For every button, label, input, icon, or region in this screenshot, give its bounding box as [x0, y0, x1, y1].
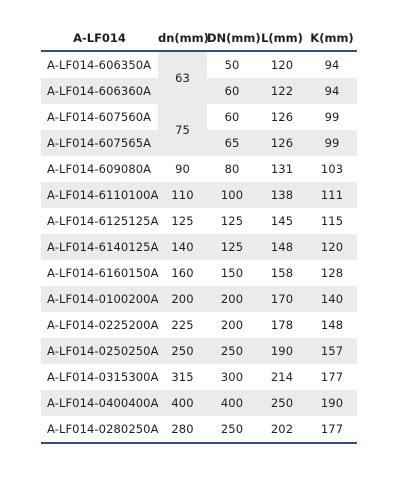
cell-dn: 225: [171, 318, 194, 332]
cell-dn-merged: 63: [158, 51, 207, 104]
table-row: [41, 338, 357, 364]
cell-DN: 125: [207, 234, 257, 260]
cell-model: A-LF014-6160150A: [47, 266, 159, 280]
header-model: A-LF014: [41, 26, 158, 51]
cell-DN: 65: [207, 130, 257, 156]
table-row: [41, 51, 357, 78]
table-row: [41, 182, 357, 208]
cell-dn: 160: [171, 266, 194, 280]
header-row: [41, 26, 357, 51]
cell-DN: 250: [207, 416, 257, 443]
cell-L: 214: [270, 370, 294, 384]
cell-L: 250: [257, 390, 307, 416]
cell-L: 145: [270, 214, 294, 228]
cell-K: 128: [320, 266, 344, 280]
cell-DN: 80: [224, 162, 240, 176]
table-row: [41, 156, 357, 182]
cell-K: 140: [307, 286, 357, 312]
cell-dn: 110: [158, 182, 207, 208]
cell-L: 190: [257, 338, 307, 364]
cell-DN: 300: [220, 370, 244, 384]
cell-K: 190: [307, 390, 357, 416]
cell-model: A-LF014-6110100A: [41, 182, 158, 208]
cell-model: A-LF014-607565A: [41, 130, 158, 156]
cell-K: 99: [324, 110, 340, 124]
cell-DN: 250: [207, 338, 257, 364]
table-row: [41, 416, 357, 443]
dimension-table: [41, 26, 357, 444]
cell-K: 157: [307, 338, 357, 364]
cell-dn: 315: [171, 370, 194, 384]
cell-L: 120: [270, 58, 294, 72]
table-row: [41, 286, 357, 312]
header-K: K(mm): [307, 26, 357, 51]
cell-dn-merged: 75: [158, 104, 207, 156]
header-L: L(mm): [257, 26, 307, 51]
cell-K: 111: [307, 182, 357, 208]
table-row: [41, 208, 357, 234]
cell-dn: 200: [158, 286, 207, 312]
cell-dn: 140: [158, 234, 207, 260]
cell-K: 99: [307, 130, 357, 156]
cell-L: 126: [257, 130, 307, 156]
cell-model: A-LF014-0400400A: [41, 390, 158, 416]
cell-dn: 125: [171, 214, 194, 228]
cell-L: 122: [257, 78, 307, 104]
cell-K: 177: [320, 370, 344, 384]
cell-K: 148: [320, 318, 344, 332]
cell-DN: 50: [224, 58, 240, 72]
cell-DN: 60: [207, 78, 257, 104]
table-row: [41, 260, 357, 286]
spec-sheet: [41, 26, 357, 444]
cell-K: 120: [307, 234, 357, 260]
cell-K: 177: [307, 416, 357, 443]
cell-model: A-LF014-0280250A: [41, 416, 158, 443]
cell-model: A-LF014-0250250A: [41, 338, 158, 364]
cell-DN: 125: [220, 214, 244, 228]
cell-K: 94: [307, 78, 357, 104]
cell-L: 148: [257, 234, 307, 260]
table-row: [41, 390, 357, 416]
cell-model: A-LF014-0225200A: [47, 318, 159, 332]
cell-model: A-LF014-0315300A: [47, 370, 159, 384]
cell-model: A-LF014-609080A: [47, 162, 152, 176]
cell-model: A-LF014-607560A: [47, 110, 152, 124]
cell-L: 131: [270, 162, 294, 176]
cell-model: A-LF014-606360A: [41, 78, 158, 104]
cell-DN: 100: [207, 182, 257, 208]
table-row: [41, 364, 357, 390]
cell-K: 103: [320, 162, 344, 176]
cell-DN: 150: [220, 266, 244, 280]
table-row: [41, 104, 357, 130]
cell-model: A-LF014-0100200A: [41, 286, 158, 312]
cell-K: 94: [324, 58, 340, 72]
cell-dn: 250: [158, 338, 207, 364]
cell-L: 170: [257, 286, 307, 312]
cell-L: 138: [257, 182, 307, 208]
cell-model: A-LF014-6140125A: [41, 234, 158, 260]
table-row: [41, 312, 357, 338]
cell-L: 158: [270, 266, 294, 280]
cell-K: 115: [320, 214, 344, 228]
cell-dn: 280: [158, 416, 207, 443]
cell-L: 126: [270, 110, 294, 124]
cell-dn: 400: [158, 390, 207, 416]
cell-L: 202: [257, 416, 307, 443]
cell-L: 178: [270, 318, 294, 332]
cell-model: A-LF014-6125125A: [47, 214, 159, 228]
cell-dn: 90: [175, 162, 190, 176]
cell-DN: 400: [207, 390, 257, 416]
header-dn: dn(mm): [158, 26, 207, 51]
header-DN: DN(mm): [207, 26, 257, 51]
cell-model: A-LF014-606350A: [47, 58, 152, 72]
cell-DN: 60: [224, 110, 240, 124]
cell-DN: 200: [220, 318, 244, 332]
table-row: [41, 234, 357, 260]
cell-DN: 200: [207, 286, 257, 312]
